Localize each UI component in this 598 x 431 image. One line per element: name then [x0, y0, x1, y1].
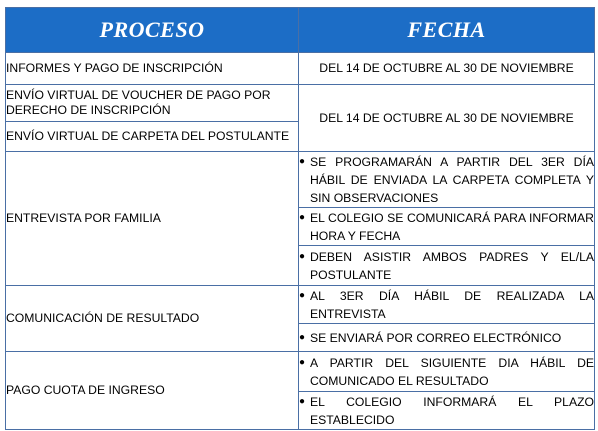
- bullet-text: A PARTIR DEL SIGUIENTE DIA HÁBIL DE COMUNICADO EL RESULTADO: [310, 355, 594, 388]
- bullet-text: EL COLEGIO INFORMARÁ EL PLAZO ESTABLECIDO: [310, 394, 594, 427]
- bullet-cell: [299, 208, 595, 246]
- bullet-text: SE ENVIARÁ POR CORREO ELECTRÓNICO: [310, 330, 562, 345]
- table-row: [6, 352, 595, 392]
- table-row: [6, 286, 595, 324]
- process-cell: INFORMES Y PAGO DE INSCRIPCIÓN: [6, 53, 299, 85]
- bullet-icon: ●: [299, 155, 306, 167]
- process-cell: ENTREVISTA POR FAMILIA: [6, 152, 299, 286]
- bullet-cell: [299, 152, 595, 208]
- date-cell: DEL 14 DE OCTUBRE AL 30 DE NOVIEMBRE: [299, 53, 595, 85]
- bullet-text: SE PROGRAMARÁN A PARTIR DEL 3ER DÍA HÁBIL DE ENVIADA LA CARPETA COMPLETA Y SIN OBSERVACIONES: [310, 154, 594, 205]
- bullet-icon: ●: [299, 395, 306, 407]
- table-row: [6, 85, 595, 122]
- process-cell: ENVÍO VIRTUAL DE VOUCHER DE PAGO POR DERECHO DE INSCRIPCIÓN: [6, 85, 299, 122]
- bullet-text: AL 3ER DÍA HÁBIL DE REALIZADA LA ENTREVISTA: [310, 288, 594, 321]
- bullet-text: DEBEN ASISTIR AMBOS PADRES Y EL/LA POSTULANTE: [310, 249, 594, 282]
- table-row: [6, 53, 595, 85]
- bullet-cell: [299, 392, 595, 430]
- header-date: FECHA: [299, 8, 595, 53]
- date-cell: DEL 14 DE OCTUBRE AL 30 DE NOVIEMBRE: [299, 85, 595, 152]
- bullet-icon: ●: [299, 211, 306, 223]
- bullet-cell: [299, 352, 595, 392]
- bullet-icon: ●: [299, 331, 306, 343]
- bullet-icon: ●: [299, 289, 306, 301]
- bullet-icon: ●: [299, 250, 306, 262]
- bullet-cell: [299, 286, 595, 324]
- schedule-table: [5, 7, 595, 430]
- process-cell: ENVÍO VIRTUAL DE CARPETA DEL POSTULANTE: [6, 122, 299, 152]
- process-cell: COMUNICACIÓN DE RESULTADO: [6, 286, 299, 352]
- bullet-icon: ●: [299, 356, 306, 368]
- bullet-cell: [299, 324, 595, 352]
- bullet-cell: [299, 246, 595, 286]
- bullet-text: EL COLEGIO SE COMUNICARÁ PARA INFORMAR HORA Y FECHA: [310, 210, 594, 243]
- process-cell: PAGO CUOTA DE INGRESO: [6, 352, 299, 430]
- header-process: PROCESO: [6, 8, 299, 53]
- header-row: [6, 8, 595, 53]
- table-row: [6, 152, 595, 208]
